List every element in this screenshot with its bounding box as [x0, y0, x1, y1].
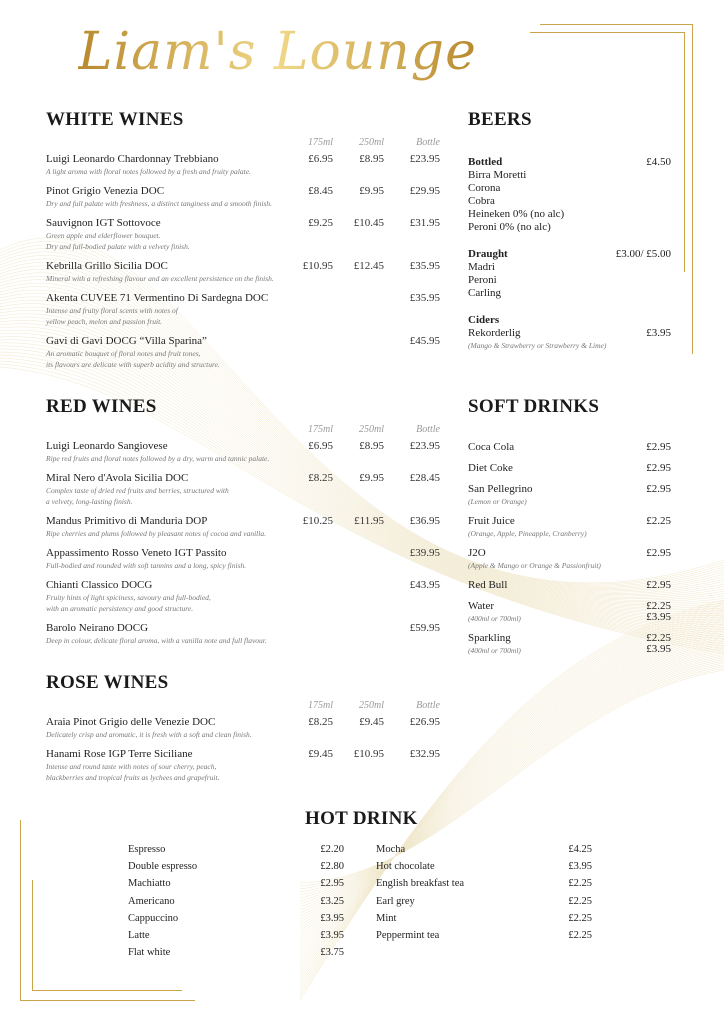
item-description: Delicately crisp and aromatic, it is fresh with a soft and clean finish. [46, 730, 252, 739]
item-description: Deep in colour, delicate floral aroma, with a vanilla note and full flavour. [46, 636, 267, 645]
column-header: 175ml [308, 700, 333, 711]
soft-drink-item [468, 483, 671, 507]
drink-name: Flat white [128, 947, 171, 959]
item-price: £36.95 [409, 515, 440, 527]
drink-price: £2.95 [646, 547, 671, 559]
drink-name: Coca Cola [468, 441, 515, 453]
item-price: £8.95 [359, 440, 384, 452]
group-name: Bottled [468, 156, 503, 168]
hot-drink-item [128, 893, 344, 910]
item-name: Pinot Grigio Venezia DOC [46, 185, 165, 197]
item-price: £6.95 [308, 440, 333, 452]
item-description: Green apple and elderflower bouquet. Dry and full-bodied palate with a velvety finish. [46, 231, 190, 251]
hot-drink-item [376, 910, 592, 927]
menu-item [46, 716, 440, 740]
drink-name: Fruit Juice [468, 515, 515, 527]
frame-line [692, 24, 693, 354]
item-price: £8.95 [359, 153, 384, 165]
drink-name: Diet Coke [468, 462, 513, 474]
drink-name: Cappuccino [128, 912, 179, 924]
drink-name: Earl grey [376, 895, 415, 907]
beer-name: Corona [468, 182, 501, 194]
drink-price: £3.95 [568, 861, 592, 873]
beer-group [468, 314, 671, 351]
drink-name: English breakfast tea [376, 878, 465, 890]
drink-note: (Lemon or Orange) [468, 497, 527, 506]
frame-line [20, 820, 21, 1000]
drink-price: £2.25 £3.95 [646, 632, 671, 655]
column-header: Bottle [416, 700, 440, 711]
item-price: £8.45 [308, 185, 333, 197]
column-headers [46, 424, 440, 440]
drink-price: £3.25 [320, 895, 344, 907]
section-title: SOFT DRINKS [468, 396, 600, 417]
drink-price: £3.95 [320, 930, 344, 942]
beer-group [468, 248, 671, 300]
column-header: Bottle [416, 137, 440, 148]
item-name: Hanami Rose IGP Terre Siciliane [46, 748, 193, 760]
item-price: £10.95 [353, 748, 384, 760]
item-price: £8.25 [308, 716, 333, 728]
drink-name: Machiatto [128, 878, 171, 890]
drink-price: £2.25 [568, 930, 592, 942]
drink-name: Double espresso [128, 861, 198, 873]
item-description: Fruity hints of light spiciness, savoury and full-bodied, with an aromatic persistency and good structure. [46, 593, 211, 613]
item-description: Full-bodied and rounded with soft tannins and a long, spicy finish. [46, 561, 247, 570]
item-description: Mineral with a refreshing flavour and an excellent persistence on the finish. [46, 274, 274, 283]
item-name: Luigi Leonardo Chardonnay Trebbiano [46, 153, 219, 165]
item-description: Complex taste of dried red fruits and berries, structured with a velvety, long-lasting finish. [46, 486, 229, 506]
menu-item [46, 185, 440, 209]
drink-note: (Orange, Apple, Pineapple, Cranberry) [468, 529, 587, 538]
hot-drink-item [376, 841, 592, 858]
drink-note: (400ml or 700ml) [468, 614, 521, 623]
beer-name: Peroni [468, 274, 497, 286]
beer-name: Heineken 0% (no alc) [468, 208, 565, 220]
drink-name: Hot chocolate [376, 861, 435, 873]
soft-drink-item [468, 547, 671, 571]
item-description: Ripe cherries and plums followed by pleasant notes of cocoa and vanilla. [46, 529, 266, 538]
beer-item [468, 221, 671, 234]
item-description: Intense and round taste with notes of sour cherry, peach, blackberries and tropical fruits as lychees and grapefruit. [46, 762, 220, 782]
hot-drink-item [128, 944, 344, 961]
hot-drink-item [128, 841, 344, 858]
group-name: Draught [468, 248, 508, 260]
menu-item [46, 472, 440, 507]
frame-line [32, 990, 182, 991]
hot-drink-item [128, 910, 344, 927]
item-price: £9.95 [359, 185, 384, 197]
drink-price: £3.75 [320, 947, 344, 959]
item-name: Gavi di Gavi DOCG “Villa Sparina” [46, 335, 207, 347]
beer-name: Madri [468, 261, 495, 273]
drink-name: Espresso [128, 844, 166, 855]
item-name: Barolo Neirano DOCG [46, 622, 149, 634]
item-price: £32.95 [409, 748, 440, 760]
drink-price: £2.95 [646, 441, 671, 453]
item-name: Luigi Leonardo Sangiovese [46, 440, 168, 452]
menu-item [46, 622, 440, 646]
menu-item [46, 153, 440, 177]
item-price: £10.95 [302, 260, 333, 272]
item-price: £59.95 [409, 622, 440, 634]
drink-name: San Pellegrino [468, 483, 533, 495]
item-description: An aromatic bouquet of floral notes and fruit tones, its flavours are delicate with superb acidity and structure. [46, 349, 220, 369]
item-price: £31.95 [409, 217, 440, 229]
beer-item [468, 274, 671, 287]
item-price: £12.45 [353, 260, 384, 272]
menu-item [46, 335, 440, 370]
item-price: £23.95 [409, 440, 440, 452]
drink-name: Peppermint tea [376, 930, 440, 942]
soft-drink-item [468, 441, 671, 454]
beer-name: Cobra [468, 195, 495, 207]
beer-item [468, 195, 671, 208]
soft-drink-item [468, 632, 671, 656]
drink-name: Latte [128, 930, 150, 942]
rose-wines-section [46, 672, 440, 791]
drink-price: £2.80 [320, 861, 344, 873]
section-title: ROSE WINES [46, 672, 169, 693]
beer-name: Rekorderlig [468, 327, 521, 339]
drink-price: £4.25 [568, 844, 592, 855]
group-price: £3.00/ £5.00 [615, 248, 671, 260]
drink-name: Americano [128, 895, 175, 907]
hot-drink-item [376, 927, 592, 944]
drink-name: J2O [468, 547, 486, 559]
column-header: 250ml [359, 700, 384, 711]
drink-price: £2.95 [646, 483, 671, 495]
hot-drink-item [128, 875, 344, 892]
menu-item [46, 547, 440, 571]
beer-price: £3.95 [646, 327, 671, 339]
item-price: £9.45 [308, 748, 333, 760]
item-name: Araia Pinot Grigio delle Venezie DOC [46, 716, 216, 728]
soft-drink-item [468, 600, 671, 624]
item-price: £29.95 [409, 185, 440, 197]
beer-group-header [468, 248, 671, 261]
drink-name: Sparkling [468, 632, 511, 644]
frame-line [20, 1000, 195, 1001]
drink-price: £2.25 [568, 895, 592, 907]
drink-note: (Apple & Mango or Orange & Passionfruit) [468, 561, 601, 570]
drink-price: £2.95 [320, 878, 344, 890]
item-name: Sauvignon IGT Sottovoce [46, 217, 161, 229]
frame-line [540, 24, 693, 25]
item-price: £39.95 [409, 547, 440, 559]
group-name: Ciders [468, 314, 500, 326]
drink-price: £3.95 [320, 912, 344, 924]
beer-group [468, 156, 671, 234]
soft-drinks-section [468, 396, 671, 664]
drink-name: Red Bull [468, 579, 508, 591]
hot-drink-list-left [128, 841, 344, 961]
item-price: £9.45 [359, 716, 384, 728]
hot-drink-list-right [376, 841, 592, 944]
item-price: £6.95 [308, 153, 333, 165]
column-header: 250ml [359, 424, 384, 435]
red-wines-section [46, 396, 440, 654]
beers-section [468, 109, 671, 365]
item-description: Intense and fruity floral scents with notes of yellow peach, melon and passion fruit. [46, 306, 178, 326]
drink-price: £2.25 [568, 912, 592, 924]
hot-drink-item [376, 858, 592, 875]
drink-price: £2.95 [646, 579, 671, 591]
beer-name: Carling [468, 287, 501, 299]
menu-item [46, 515, 440, 539]
item-price: £26.95 [409, 716, 440, 728]
drink-note: (400ml or 700ml) [468, 646, 521, 655]
item-price: £35.95 [409, 292, 440, 304]
beer-note: (Mango & Strawberry or Strawberry & Lime) [468, 341, 607, 350]
menu-item [46, 260, 440, 284]
item-description: A light aroma with floral notes followed by a fresh and fruity palate. [46, 167, 251, 176]
item-description: Ripe red fruits and floral notes followed by a dry, warm and tannic palate. [46, 454, 270, 463]
item-price: £35.95 [409, 260, 440, 272]
column-header: Bottle [416, 424, 440, 435]
item-price: £9.95 [359, 472, 384, 484]
menu-item [46, 748, 440, 783]
beer-item [468, 182, 671, 195]
menu-item [46, 217, 440, 252]
hot-drink-title: HOT DRINK [305, 808, 418, 829]
hot-drink-item [376, 893, 592, 910]
frame-line [530, 32, 685, 33]
white-wines-section [46, 109, 440, 378]
frame-line [32, 880, 33, 991]
item-price: £10.25 [302, 515, 333, 527]
item-price: £11.95 [354, 515, 384, 527]
soft-drink-item [468, 515, 671, 539]
menu-item [46, 440, 440, 464]
item-name: Appassimento Rosso Veneto IGT Passito [46, 547, 227, 559]
column-headers [46, 137, 440, 153]
item-price: £23.95 [409, 153, 440, 165]
drink-name: Water [468, 600, 494, 612]
column-header: 175ml [308, 424, 333, 435]
frame-line [684, 32, 685, 272]
hot-drink-item [128, 858, 344, 875]
item-name: Mandus Primitivo di Manduria DOP [46, 515, 208, 527]
column-header: 175ml [308, 137, 333, 148]
section-title: RED WINES [46, 396, 157, 417]
beer-item [468, 287, 671, 300]
item-name: Miral Nero d'Avola Sicilia DOC [46, 472, 189, 484]
beer-item [468, 261, 671, 274]
item-price: £9.25 [308, 217, 333, 229]
column-header: 250ml [359, 137, 384, 148]
item-price: £43.95 [409, 579, 440, 591]
beer-item [468, 169, 671, 182]
hot-drink-item [128, 927, 344, 944]
beer-group-header [468, 156, 671, 169]
item-name: Chianti Classico DOCG [46, 579, 153, 591]
soft-drink-item [468, 462, 671, 475]
beer-group-header [468, 314, 671, 327]
beer-name: Birra Moretti [468, 169, 527, 181]
group-price: £4.50 [646, 156, 671, 168]
drink-price: £2.25 [568, 878, 592, 890]
section-title: BEERS [468, 109, 532, 130]
menu-item [46, 579, 440, 614]
drink-name: Mint [376, 912, 397, 924]
item-price: £28.45 [409, 472, 440, 484]
column-headers [46, 700, 440, 716]
drink-price: £2.25 [646, 515, 671, 527]
section-title: WHITE WINES [46, 109, 184, 130]
beer-name: Peroni 0% (no alc) [468, 221, 551, 233]
item-price: £10.45 [353, 217, 384, 229]
soft-drink-item [468, 579, 671, 592]
hot-drink-item [376, 875, 592, 892]
item-name: Kebrilla Grillo Sicilia DOC [46, 260, 168, 272]
beer-item [468, 327, 671, 340]
drink-price: £2.95 [646, 462, 671, 474]
beer-item [468, 208, 671, 221]
item-price: £8.25 [308, 472, 333, 484]
menu-item [46, 292, 440, 327]
drink-price: £2.20 [320, 844, 344, 855]
drink-name: Mocha [376, 844, 406, 855]
item-description: Dry and full palate with freshness, a distinct tanginess and a smooth finish. [46, 199, 272, 208]
item-name: Akenta CUVEE 71 Vermentino Di Sardegna DOC [46, 292, 269, 304]
item-price: £45.95 [409, 335, 440, 347]
drink-price: £2.25 £3.95 [646, 600, 671, 623]
logo: Liam's Lounge [78, 22, 477, 82]
